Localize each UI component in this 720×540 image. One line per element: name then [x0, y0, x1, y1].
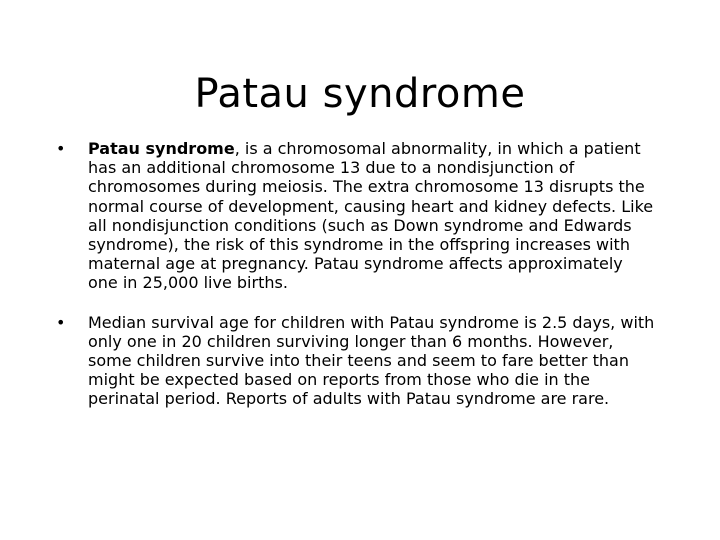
- bullet-list: [56, 139, 656, 429]
- bullet-item: [56, 313, 656, 409]
- bullet-dot-icon: •: [56, 312, 66, 332]
- bullet-item: [56, 139, 656, 293]
- bullet-term: Patau syndrome: [88, 139, 235, 158]
- slide-title: Patau syndrome: [194, 71, 526, 117]
- bullet-text: , is a chromosomal abnormality, in which a patient has an additional chromosome 13 due to a nondisjunction of chromosomes during meiosis. The extra chromosome 13 disrupts the normal course of development, causing heart and kidney defects. Like all nondisjunction conditions (such as Down syndrome and Edwards syndrome), the risk of this syndrome in the offspring increases with maternal age at pregnancy. Patau syndrome affects approximately one in 25,000 live births.: [88, 139, 654, 293]
- bullet-text: Median survival age for children with Patau syndrome is 2.5 days, with only one in 20 children surviving longer than 6 months. However, some children survive into their teens and seem to fare better than might be expected based on reports from those who die in the perinatal period. Reports of adults with Patau syndrome are rare.: [88, 312, 655, 409]
- bullet-dot-icon: •: [56, 139, 66, 158]
